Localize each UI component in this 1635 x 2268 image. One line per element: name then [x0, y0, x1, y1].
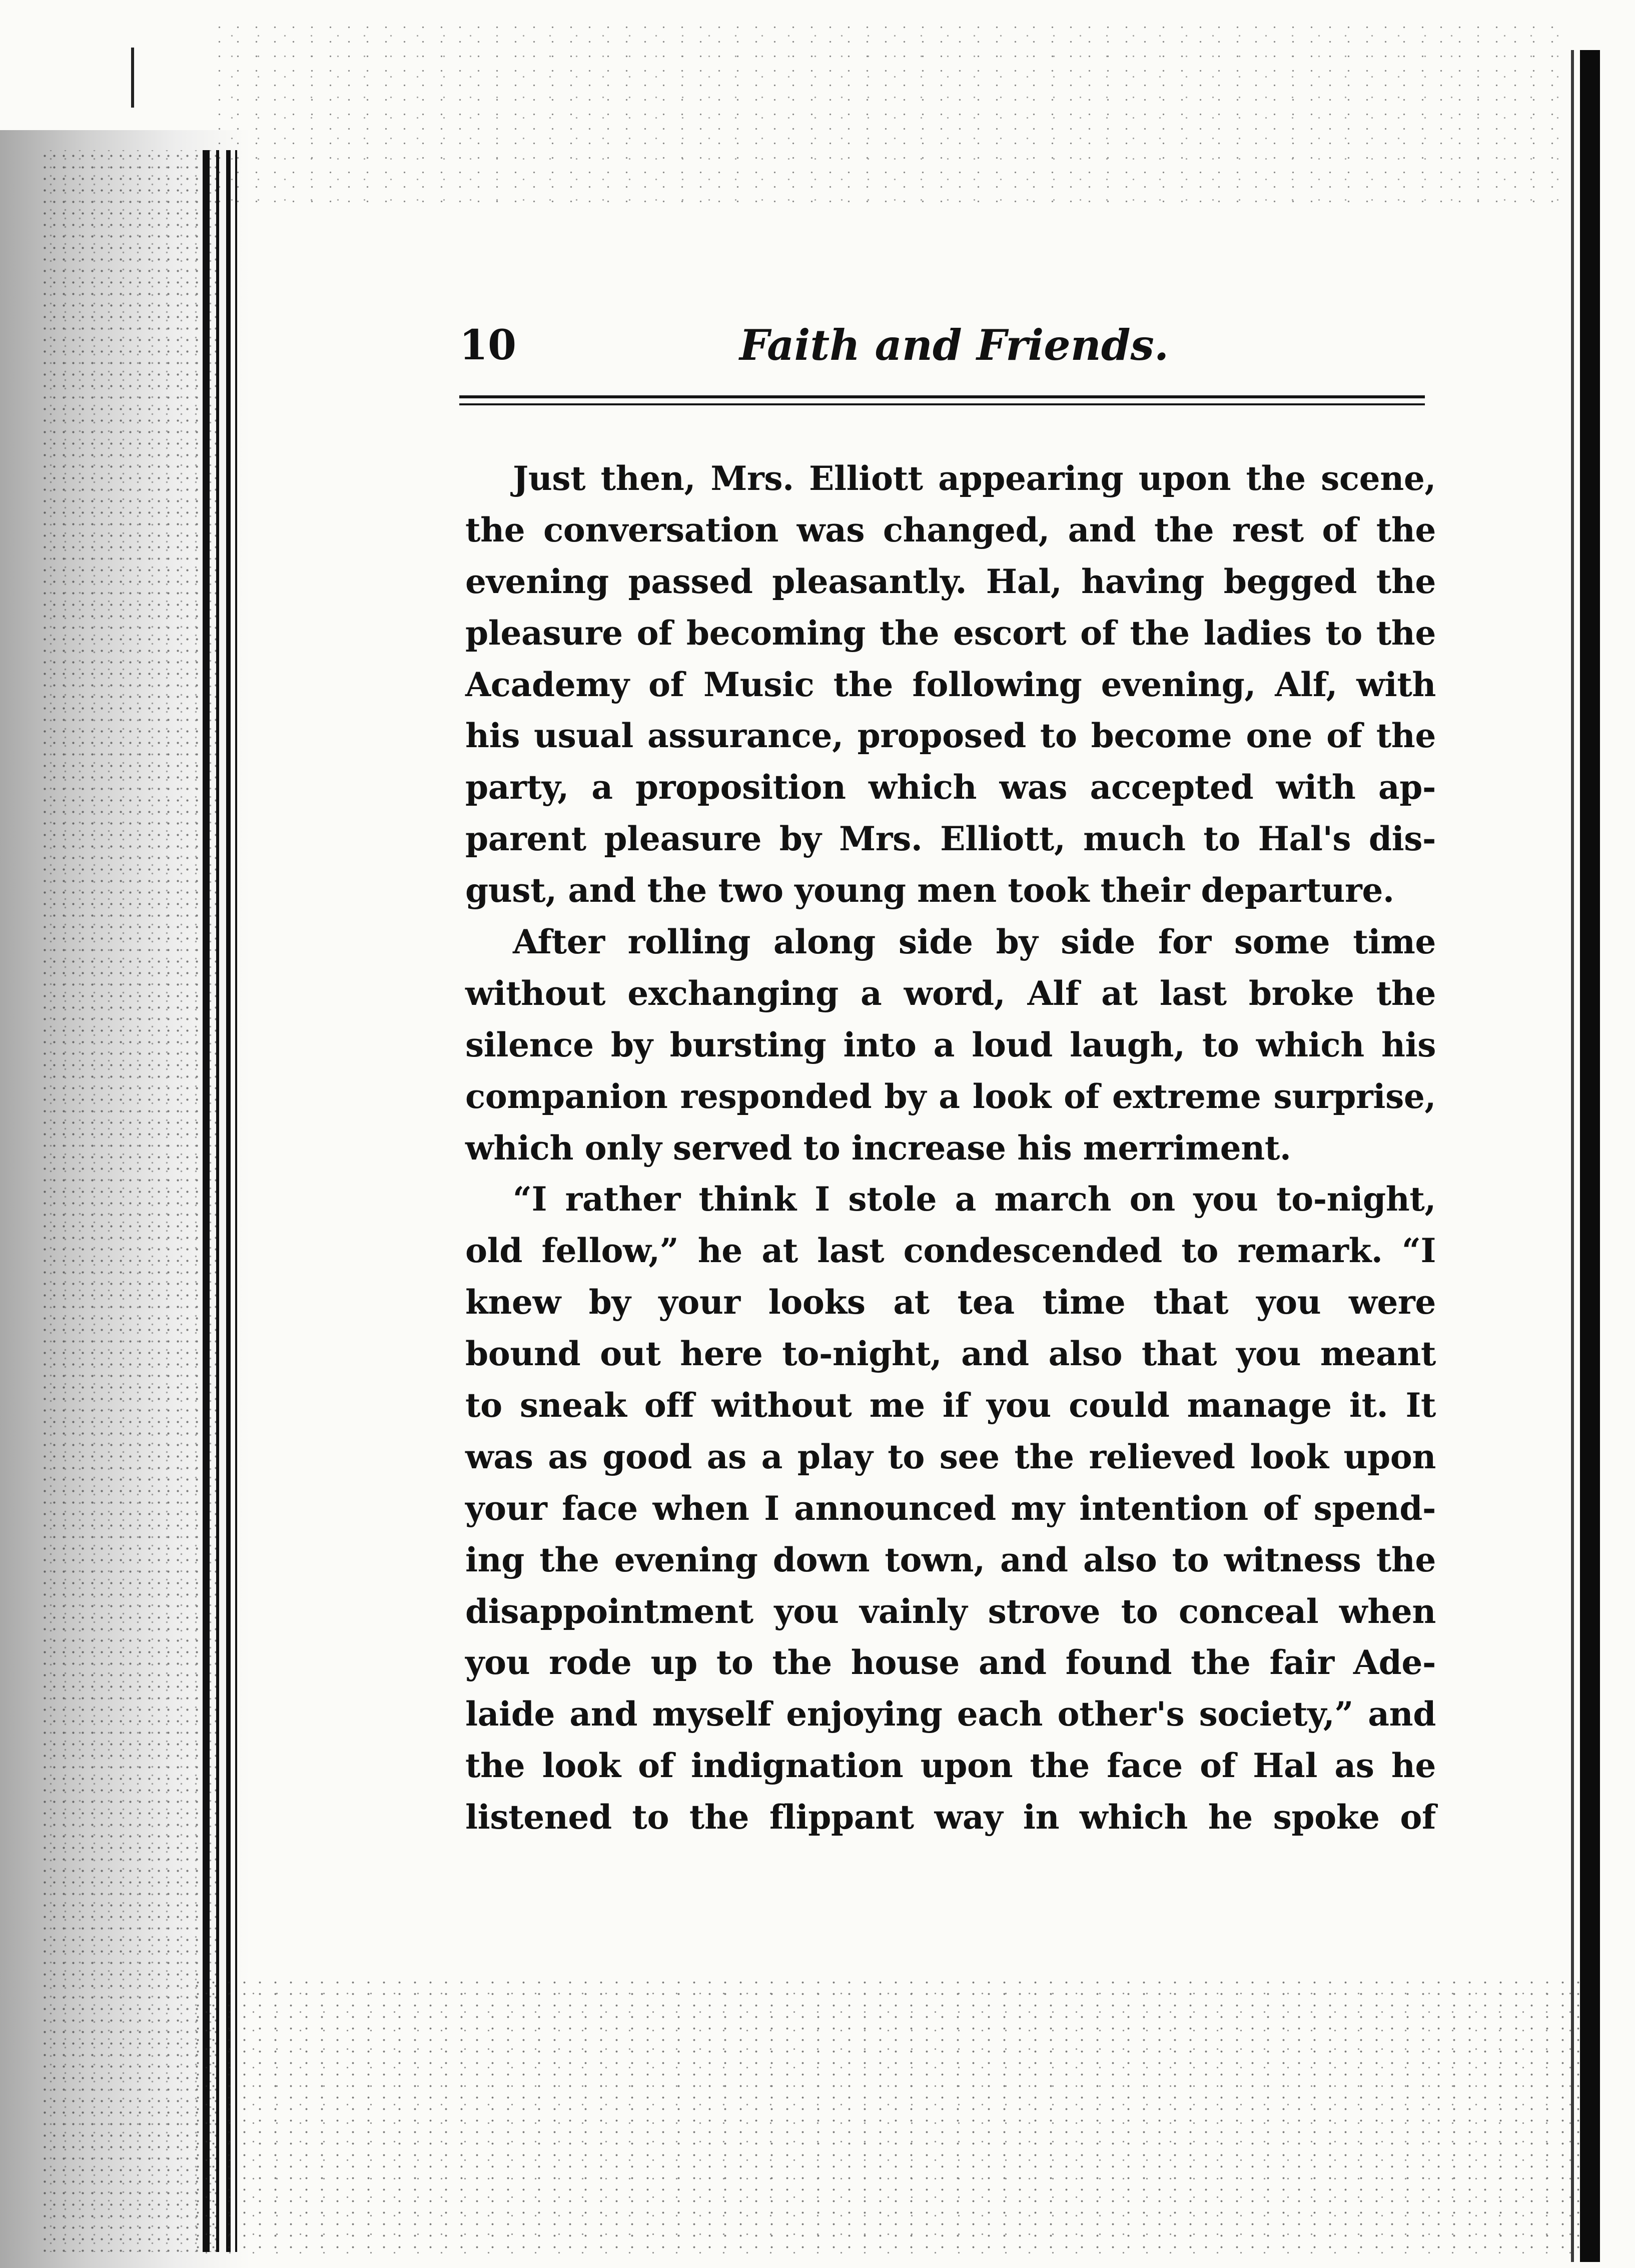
header-rule-thin	[459, 403, 1425, 405]
paragraph	[465, 1174, 1436, 1843]
binding-line	[235, 150, 237, 2252]
text-line: was as good as a play to see the relieved look upon	[465, 1437, 1436, 1476]
text-line: “I rather think I stole a march on you to-night,	[513, 1180, 1436, 1219]
text-line: gust, and the two young men took their departure.	[465, 871, 1394, 910]
text-line: your face when I announced my intention of spend-	[465, 1488, 1436, 1528]
text-line: pleasure of becoming the escort of the ladies to the	[465, 613, 1436, 653]
running-head	[459, 320, 1460, 375]
paragraph	[465, 916, 1436, 1174]
binding-speckle	[40, 150, 220, 2252]
text-line: disappointment you vainly strove to conceal when	[465, 1591, 1436, 1631]
text-line: silence by bursting into a loud laugh, to which his	[465, 1025, 1436, 1064]
text-line: laide and myself enjoying each other's society,” and	[465, 1694, 1436, 1734]
binding-line	[216, 150, 219, 2252]
text-line: After rolling along side by side for some time	[513, 922, 1436, 962]
text-line: you rode up to the house and found the fair Ade-	[465, 1643, 1436, 1682]
text-line: party, a proposition which was accepted with ap-	[465, 768, 1436, 807]
page-edge-inner	[1571, 50, 1574, 2262]
body-text	[465, 453, 1436, 1843]
text-line: companion responded by a look of extreme surprise,	[465, 1076, 1436, 1116]
scan-noise-bottom	[190, 1977, 1581, 2257]
margin-mark	[131, 48, 134, 108]
text-line: Academy of Music the following evening, Alf, with	[465, 665, 1436, 704]
text-line: evening passed pleasantly. Hal, having begged the	[465, 561, 1436, 601]
running-title: Faith and Friends.	[739, 320, 1169, 370]
text-line: his usual assurance, proposed to become one of the	[465, 716, 1436, 756]
text-line: knew by your looks at tea time that you were	[465, 1283, 1436, 1322]
text-line: bound out here to-night, and also that you meant	[465, 1334, 1436, 1374]
binding-line	[226, 150, 231, 2252]
binding-line	[203, 150, 210, 2252]
paragraph	[465, 453, 1436, 916]
text-line: listened to the flippant way in which he spoke of	[465, 1798, 1436, 1837]
page-number: 10	[459, 321, 517, 369]
text-line: the look of indignation upon the face of Hal as he	[465, 1746, 1436, 1786]
text-line: the conversation was changed, and the rest of the	[465, 510, 1436, 549]
text-line: without exchanging a word, Alf at last broke the	[465, 973, 1436, 1013]
scan-noise-top	[210, 20, 1561, 210]
text-line: parent pleasure by Mrs. Elliott, much to Hal's dis-	[465, 819, 1436, 859]
page-edge	[1580, 50, 1600, 2262]
header-rule-thick	[459, 395, 1425, 398]
text-line: ing the evening down town, and also to witness the	[465, 1540, 1436, 1579]
text-line: to sneak off without me if you could manage it. It	[465, 1386, 1436, 1425]
text-line: old fellow,” he at last condescended to remark. “I	[465, 1231, 1436, 1271]
text-line: Just then, Mrs. Elliott appearing upon the scene,	[513, 459, 1436, 498]
text-line: which only served to increase his merriment.	[465, 1128, 1291, 1168]
